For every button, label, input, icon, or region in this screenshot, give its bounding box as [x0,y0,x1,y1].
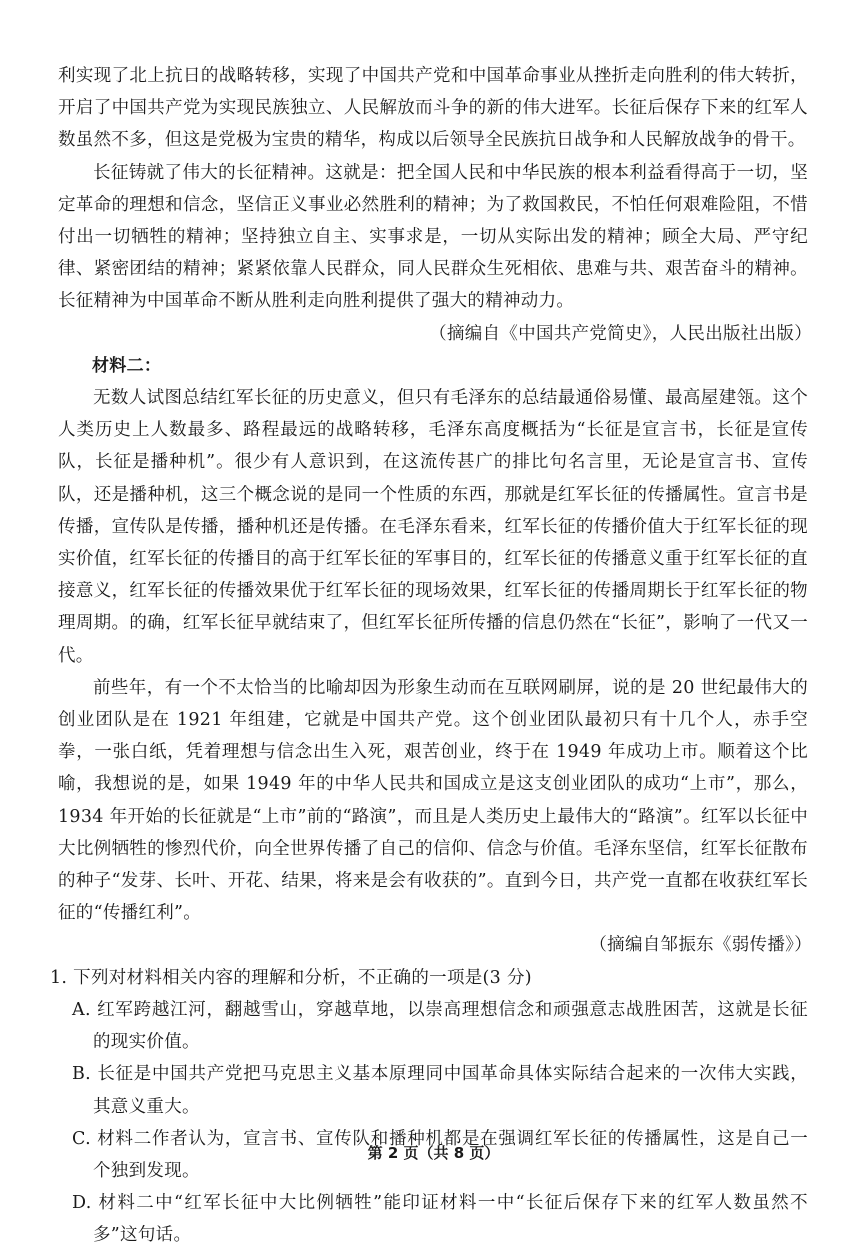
page-number: 第 2 页（共 8 页） [367,1144,500,1162]
question-1-option-d: D. 材料二中“红军长征中大比例牺牲”能印证材料一中“长征后保存下来的红军人数虽然不多”这句话。 [72,1193,808,1246]
question-1-stem: 1. 下列对材料相关内容的理解和分析，不正确的一项是(3 分) [50,967,532,988]
material-one-paragraph-1: 利实现了北上抗日的战略转移，实现了中国共产党和中国革命事业从挫折走向胜利的伟大转折，开启了中国共产党为实现民族独立、人民解放而斗争的新的伟大进军。长征后保存下来的红军人数虽然不多，但这是党极为宝贵的精华，构成以后领导全民族抗日战争和人民解放战争的骨干。 [58,66,808,151]
material-two-paragraph-1: 无数人试图总结红军长征的历史意义，但只有毛泽东的总结最通俗易懂、最高屋建瓴。这个人类历史上人数最多、路程最远的战略转移，毛泽东高度概括为“长征是宣言书，长征是宣传队，长征是播种机”。很少有人意识到，在这流传甚广的排比句名言里，无论是宣言书、宣传队，还是播种机，这三个概念说的是同一个性质的东西，那就是红军长征的传播属性。宣言书是传播，宣传队是传播，播种机还是传播。在毛泽东看来，红军长征的传播价值大于红军长征的现实价值，红军长征的传播目的高于红军长征的军事目的，红军长征的传播意义重于红军长征的直接意义，红军长征的传播效果优于红军长征的现场效果，红军长征的传播周期长于红军长征的物理周期。的确，红军长征早就结束了，但红军长征所传播的信息仍然在“长征”，影响了一代又一代。 [58,388,808,666]
exam-page [50,60,812,1252]
material-two-paragraph-2: 前些年，有一个不太恰当的比喻却因为形象生动而在互联网刷屏，说的是 20 世纪最伟大的创业团队是在 1921 年组建，它就是中国共产党。这个创业团队最初只有十几个人，赤手空拳，一张白纸，凭着理想与信念出生入死，艰苦创业，终于在 1949 年成功上市。顺着这个比喻，我想说的是，如果 1949 年的中华人民共和国成立是这支创业团队的成功“上市”，那么，1934 年开始的长征就是“上市”前的“路演”，而且是人类历史上最伟大的“路演”。红军以长征中大比例牺牲的惨烈代价，向全世界传播了自己的信仰、信念与价值。毛泽东坚信，红军长征散布的种子“发芽、长叶、开花、结果，将来是会有收获的”。直到今日，共产党一直都在收获红军长征的“传播红利”。 [58,677,808,924]
question-1-option-b: B. 长征是中国共产党把马克思主义基本原理同中国革命具体实际结合起来的一次伟大实践，其意义重大。 [72,1064,808,1117]
material-one-paragraph-2: 长征铸就了伟大的长征精神。这就是：把全国人民和中华民族的根本利益看得高于一切，坚定革命的理想和信念，坚信正义事业必然胜利的精神；为了救国救民，不怕任何艰难险阻，不惜付出一切牺牲的精神；坚持独立自主、实事求是，一切从实际出发的精神；顾全大局、严守纪律、紧密团结的精神；紧紧依靠人民群众，同人民群众生死相依、患难与共、艰苦奋斗的精神。长征精神为中国革命不断从胜利走向胜利提供了强大的精神动力。 [58,162,808,312]
material-two-heading: 材料二： [92,355,162,376]
question-1-option-a: A. 红军跨越江河，翻越雪山，穿越草地，以崇高理想信念和顽强意志战胜困苦，这就是长征的现实价值。 [72,999,808,1053]
question-1-option-c: C. 材料二作者认为，宣言书、宣传队和播种机都是在强调红军长征的传播属性，这是自己一个独到发现。 [72,1128,808,1181]
material-two-source: （摘编自邹振东《弱传播》） [589,935,812,956]
material-one-source: （摘编自《中国共产党简史》，人民出版社出版） [429,323,812,344]
